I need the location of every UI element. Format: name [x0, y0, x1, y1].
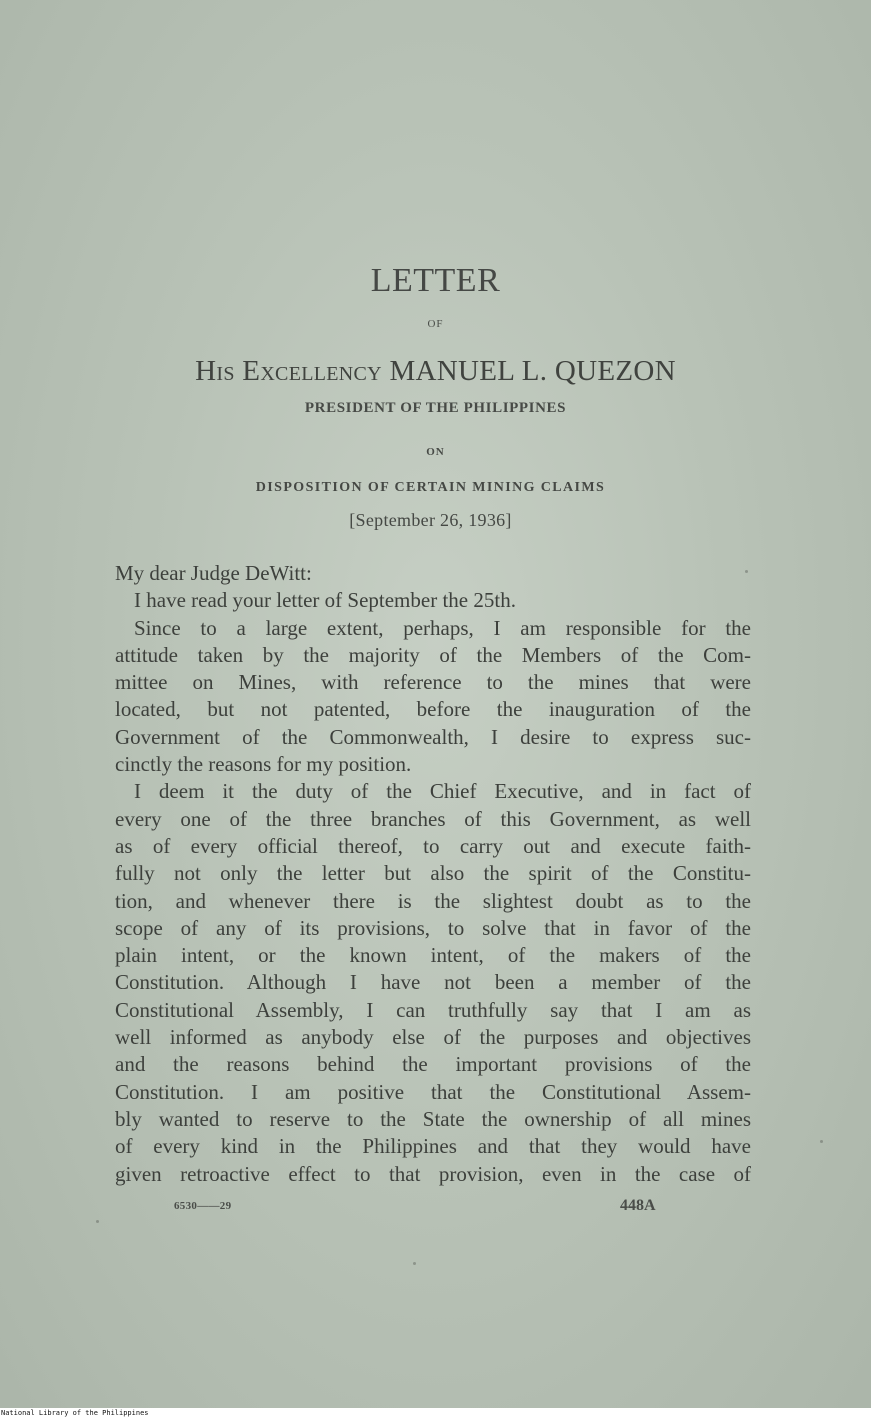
author-title: PRESIDENT OF THE PHILIPPINES	[304, 400, 567, 416]
paper-speck	[745, 570, 748, 573]
body-line: given retroactive effect to that provision, even in the case of	[115, 1161, 751, 1186]
body-line: every one of the three branches of this Government, as well	[115, 806, 751, 831]
body-line: tion, and whenever there is the slightest doubt as to the	[115, 888, 751, 913]
on-label: ON	[426, 446, 445, 458]
body-line: fully not only the letter but also the spirit of the Constitu-	[115, 861, 751, 886]
body-line: Constitutional Assembly, I can truthfully say that I am as	[115, 997, 751, 1022]
body-line: of every kind in the Philippines and that they would have	[115, 1134, 751, 1159]
page-number: 448A	[620, 1197, 656, 1214]
body-line: Constitution. Although I have not been a member of the	[115, 970, 751, 995]
body-line: mittee on Mines, with reference to the mines that were	[115, 670, 751, 695]
body-line: located, but not patented, before the inauguration of the	[115, 697, 751, 722]
body-line: I deem it the duty of the Chief Executive, and in fact of	[134, 779, 751, 804]
letter-body	[115, 560, 751, 1188]
body-line: bly wanted to reserve to the State the ownership of all mines	[115, 1106, 751, 1131]
library-credit: National Library of the Philippines	[0, 1408, 871, 1418]
body-line: Since to a large extent, perhaps, I am responsible for the	[134, 615, 751, 640]
body-line: attitude taken by the majority of the Members of the Com-	[115, 642, 751, 667]
body-line: as of every official thereof, to carry out and execute faith-	[115, 833, 751, 858]
body-line: Constitution. I am positive that the Constitutional Assem-	[115, 1079, 751, 1104]
paper-speck	[820, 1140, 823, 1143]
document-heading: LETTER	[370, 262, 501, 299]
body-line: and the reasons behind the important provisions of the	[115, 1052, 751, 1077]
body-line: plain intent, or the known intent, of the makers of the	[115, 943, 751, 968]
body-line: scope of any of its provisions, to solve that in favor of the	[115, 915, 751, 940]
of-label: OF	[427, 318, 444, 330]
body-line: cinctly the reasons for my position.	[115, 752, 412, 777]
letter-date: [September 26, 1936]	[349, 510, 512, 530]
salutation: My dear Judge DeWitt:	[115, 561, 312, 585]
printer-code: 6530——29	[174, 1200, 232, 1212]
body-line: Government of the Commonwealth, I desire to express suc-	[115, 724, 751, 749]
body-line: well informed as anybody else of the purposes and objectives	[115, 1025, 751, 1050]
author-line: His Excellency MANUEL L. QUEZON	[195, 355, 676, 387]
subject-heading: DISPOSITION OF CERTAIN MINING CLAIMS	[255, 480, 606, 495]
paper-speck	[413, 1262, 416, 1265]
paper-speck	[96, 1220, 99, 1223]
body-line: I have read your letter of September the 25th.	[134, 588, 516, 613]
